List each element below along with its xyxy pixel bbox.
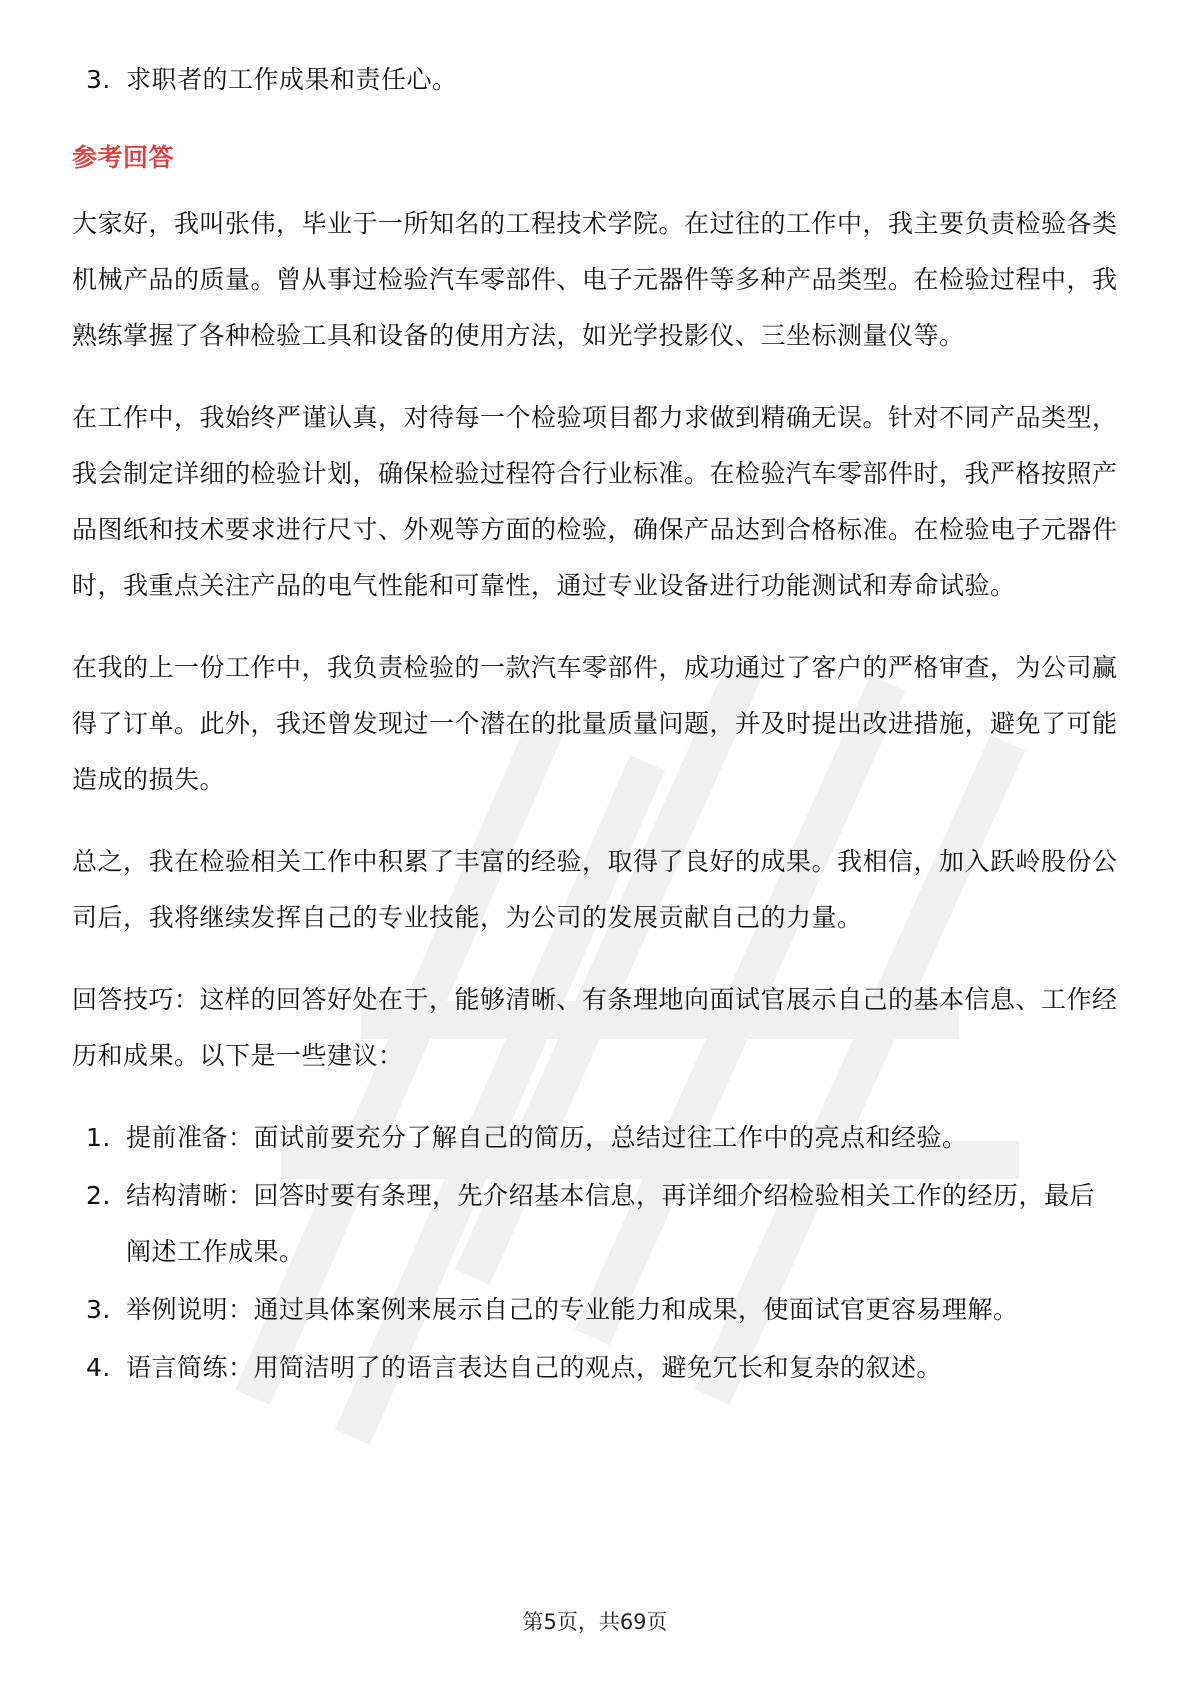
list-number: 4. [86, 1353, 111, 1382]
page-footer: 第5页，共69页 [522, 1610, 668, 1634]
list-item-text: 语言简练：用简洁明了的语言表达自己的观点，避免冗长和复杂的叙述。 [126, 1353, 943, 1382]
paragraph-answer-tips: 回答技巧：这样的回答好处在于，能够清晰、有条理地向面试官展示自己的基本信息、工作经历和成果。以下是一些建议： [72, 985, 1118, 1070]
list-item [72, 1282, 1118, 1338]
list-number: 1. [86, 1123, 111, 1152]
list-number: 3. [86, 65, 111, 94]
list-item-text: 提前准备：面试前要充分了解自己的简历，总结过往工作中的亮点和经验。 [126, 1123, 968, 1152]
list-item-text: 求职者的工作成果和责任心。 [126, 65, 458, 94]
list-item-text: 举例说明：通过具体案例来展示自己的专业能力和成果，使面试官更容易理解。 [126, 1295, 1019, 1324]
list-item [72, 1340, 1118, 1396]
list-number: 2. [86, 1181, 111, 1210]
paragraph-intro: 大家好，我叫张伟，毕业于一所知名的工程技术学院。在过往的工作中，我主要负责检验各类机械产品的质量。曾从事过检验汽车零部件、电子元器件等多种产品类型。在检验过程中，我熟练掌握了各种检验工具和设备的使用方法，如光学投影仪、三坐标测量仪等。 [72, 209, 1118, 350]
document-content [72, 52, 1118, 1398]
tips-list [72, 1110, 1118, 1396]
section-heading: 参考回答 [72, 143, 175, 172]
list-number: 3. [86, 1295, 111, 1324]
list-item [72, 1168, 1118, 1280]
paragraph-work-attitude: 在工作中，我始终严谨认真，对待每一个检验项目都力求做到精确无误。针对不同产品类型，我会制定详细的检验计划，确保检验过程符合行业标准。在检验汽车零部件时，我严格按照产品图纸和技术要求进行尺寸、外观等方面的检验，确保产品达到合格标准。在检验电子元器件时，我重点关注产品的电气性能和可靠性，通过专业设备进行功能测试和寿命试验。 [72, 403, 1118, 600]
paragraph-summary: 总之，我在检验相关工作中积累了丰富的经验，取得了良好的成果。我相信，加入跃岭股份公司后，我将继续发挥自己的专业技能，为公司的发展贡献自己的力量。 [72, 847, 1118, 932]
list-item [72, 52, 1118, 108]
list-item [72, 1110, 1118, 1166]
paragraph-achievement: 在我的上一份工作中，我负责检验的一款汽车零部件，成功通过了客户的严格审查，为公司赢得了订单。此外，我还曾发现过一个潜在的批量质量问题，并及时提出改进措施，避免了可能造成的损失。 [72, 653, 1118, 794]
list-item-text: 结构清晰：回答时要有条理，先介绍基本信息，再详细介绍检验相关工作的经历，最后阐述工作成果。 [126, 1181, 1096, 1266]
